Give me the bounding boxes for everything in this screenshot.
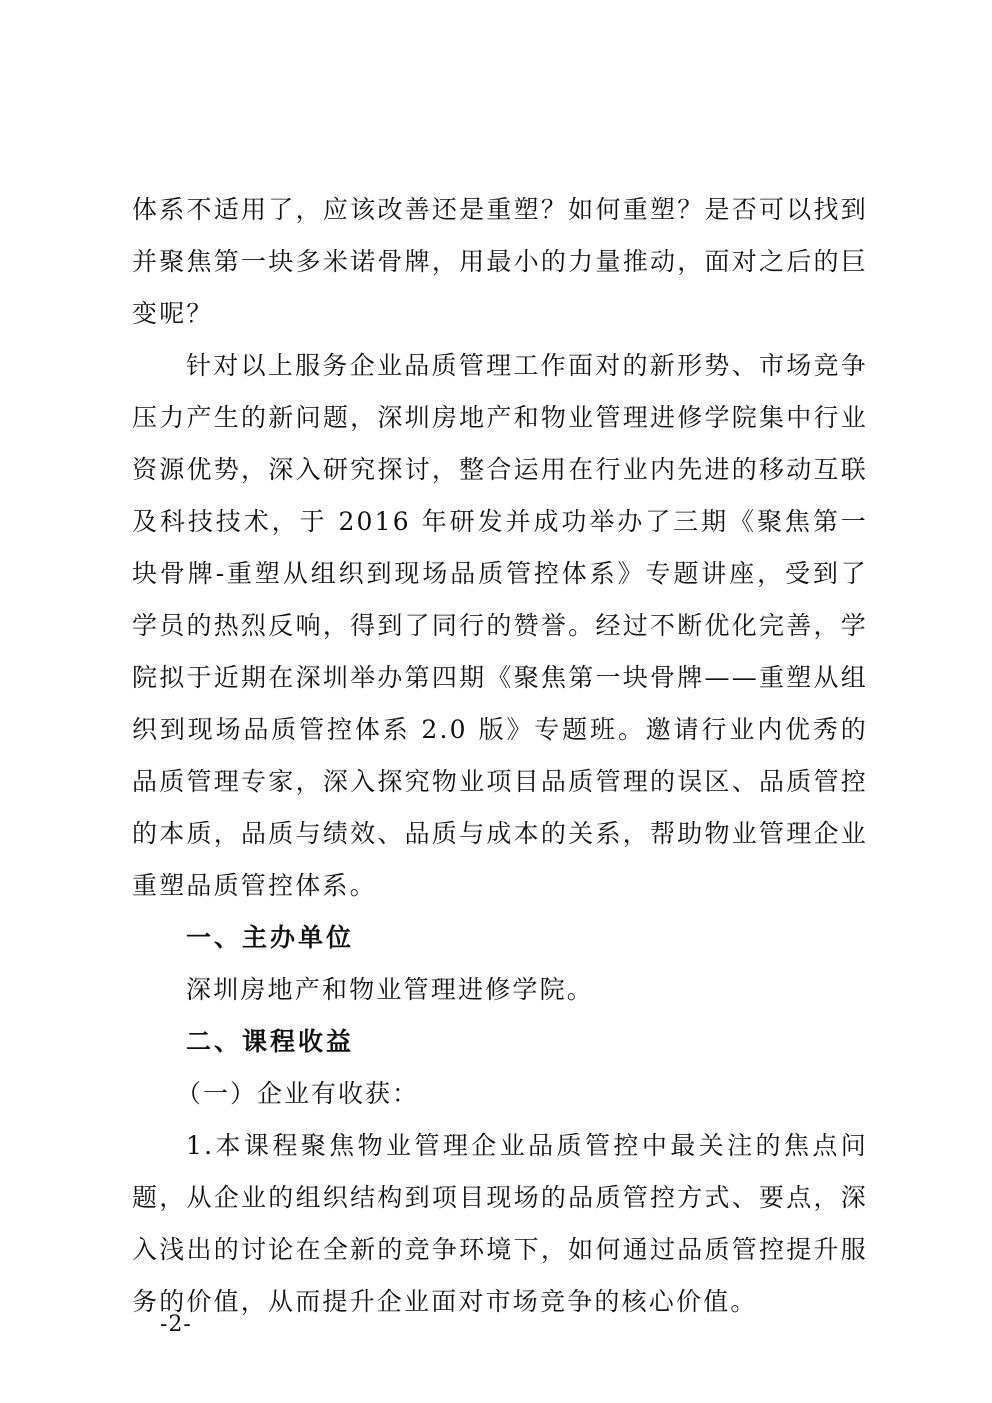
section-heading-organizer: 一、主办单位 bbox=[186, 923, 355, 952]
section-heading-benefits: 二、课程收益 bbox=[186, 1027, 355, 1056]
subheading-enterprise-benefits: （一）企业有收获： bbox=[176, 1079, 420, 1108]
page-number: -2- bbox=[160, 1312, 192, 1337]
document-body bbox=[132, 184, 868, 1328]
organizer-name: 深圳房地产和物业管理进修学院。 bbox=[186, 975, 595, 1004]
paragraph-background: 针对以上服务企业品质管理工作面对的新形势、市场竞争压力产生的新问题，深圳房地产和物业管理进修学院集中行业资源优势，深入研究探讨，整合运用在行业内先进的移动互联及科技技术，于 2016 年研发并成功举办了三期《聚焦第一块骨牌-重塑从组织到现场品质管控体系》专题讲座，受到了学员的热烈反响，得到了同行的赞誉。经过不断优化完善，学院拟于近期在深圳举办第四期《聚焦第一块骨牌——重塑从组织到现场品质管控体系 2.0 版》专题班。邀请行业内优秀的品质管理专家，深入探究物业项目品质管理的误区、品质管控的本质，品质与绩效、品质与成本的关系，帮助物业管理企业重塑品质管控体系。 bbox=[132, 351, 868, 900]
benefit-item-1: 1.本课程聚焦物业管理企业品质管控中最关注的焦点问题，从企业的组织结构到项目现场的品质管控方式、要点，深入浅出的讨论在全新的竞争环境下，如何通过品质管控提升服务的价值，从而提升企业面对市场竞争的核心价值。 bbox=[132, 1131, 868, 1316]
paragraph-continuation: 体系不适用了，应该改善还是重塑？如何重塑？是否可以找到并聚焦第一块多米诺骨牌，用最小的力量推动，面对之后的巨变呢？ bbox=[132, 195, 868, 328]
